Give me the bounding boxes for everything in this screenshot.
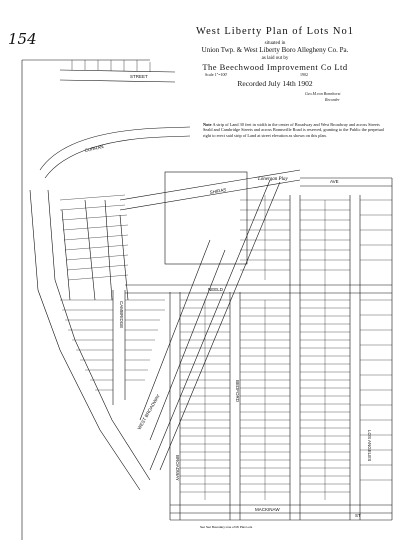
note-label: Note [203, 122, 212, 127]
label-neeld-ave: NEELD [208, 287, 224, 292]
label-broadway: BROADWAY [175, 455, 180, 481]
label-los-angeles: LOS ANGELES [367, 430, 372, 462]
label-cambridge: CAMBRIDGE [119, 301, 124, 329]
plan-note [203, 122, 388, 138]
broadway-diag-1 [150, 180, 270, 470]
surveyor-role: Recorder [325, 97, 340, 102]
plan-title: West Liberty Plan of Lots No1 [196, 26, 354, 37]
location-line: Union Twp. & West Liberty Boro Allegheny Co. Pa. [201, 46, 349, 54]
road-left-2 [48, 190, 150, 480]
page-number: 154 [8, 30, 37, 48]
shiras-ave-upper [120, 170, 300, 200]
label-mackinaw-ave: MACKINAW [255, 507, 280, 512]
broadway-diag-2 [160, 182, 280, 470]
surveyor-name: Geo.M.von Bonnhorst [305, 91, 341, 96]
label-west-broadway: WEST BROADWAY [136, 393, 161, 431]
laid-out-by: as laid out by [261, 56, 289, 61]
label-mackinaw-st: ST [355, 513, 361, 518]
label-shiras-ave: SHIRAS [209, 187, 227, 195]
scale-label: Scale 1"=100' [205, 72, 228, 77]
curran-ave-lower [45, 136, 190, 178]
label-bedford: BEDFORD [235, 380, 240, 403]
recorded-date: Recorded July 14th 1902 [237, 79, 313, 88]
label-bottom-note: Sec Sec Boundary Line of Mt Plan Lots [200, 525, 253, 529]
label-ave-east: AVE [330, 179, 339, 184]
label-curran-ave: CURRAN [84, 144, 105, 153]
label-lonergan-play: Lonergan Play [258, 177, 288, 182]
situated-label: situated in [264, 41, 286, 46]
curran-ave-upper [40, 127, 190, 170]
label-top-street: STREET [130, 74, 148, 79]
note-text: A strip of Land 30 feet in width in the center of Broadway and West Broadway and across Streets Seald and Cambridge Streets and across Bonnsville Road is reserved, granting to the Public the perpetual right to erect said strip of Land at street elevation as shown on this plan. [203, 122, 384, 138]
year-label: 1902 [300, 72, 308, 77]
company-name: The Beechwood Improvement Co Ltd [202, 62, 348, 72]
